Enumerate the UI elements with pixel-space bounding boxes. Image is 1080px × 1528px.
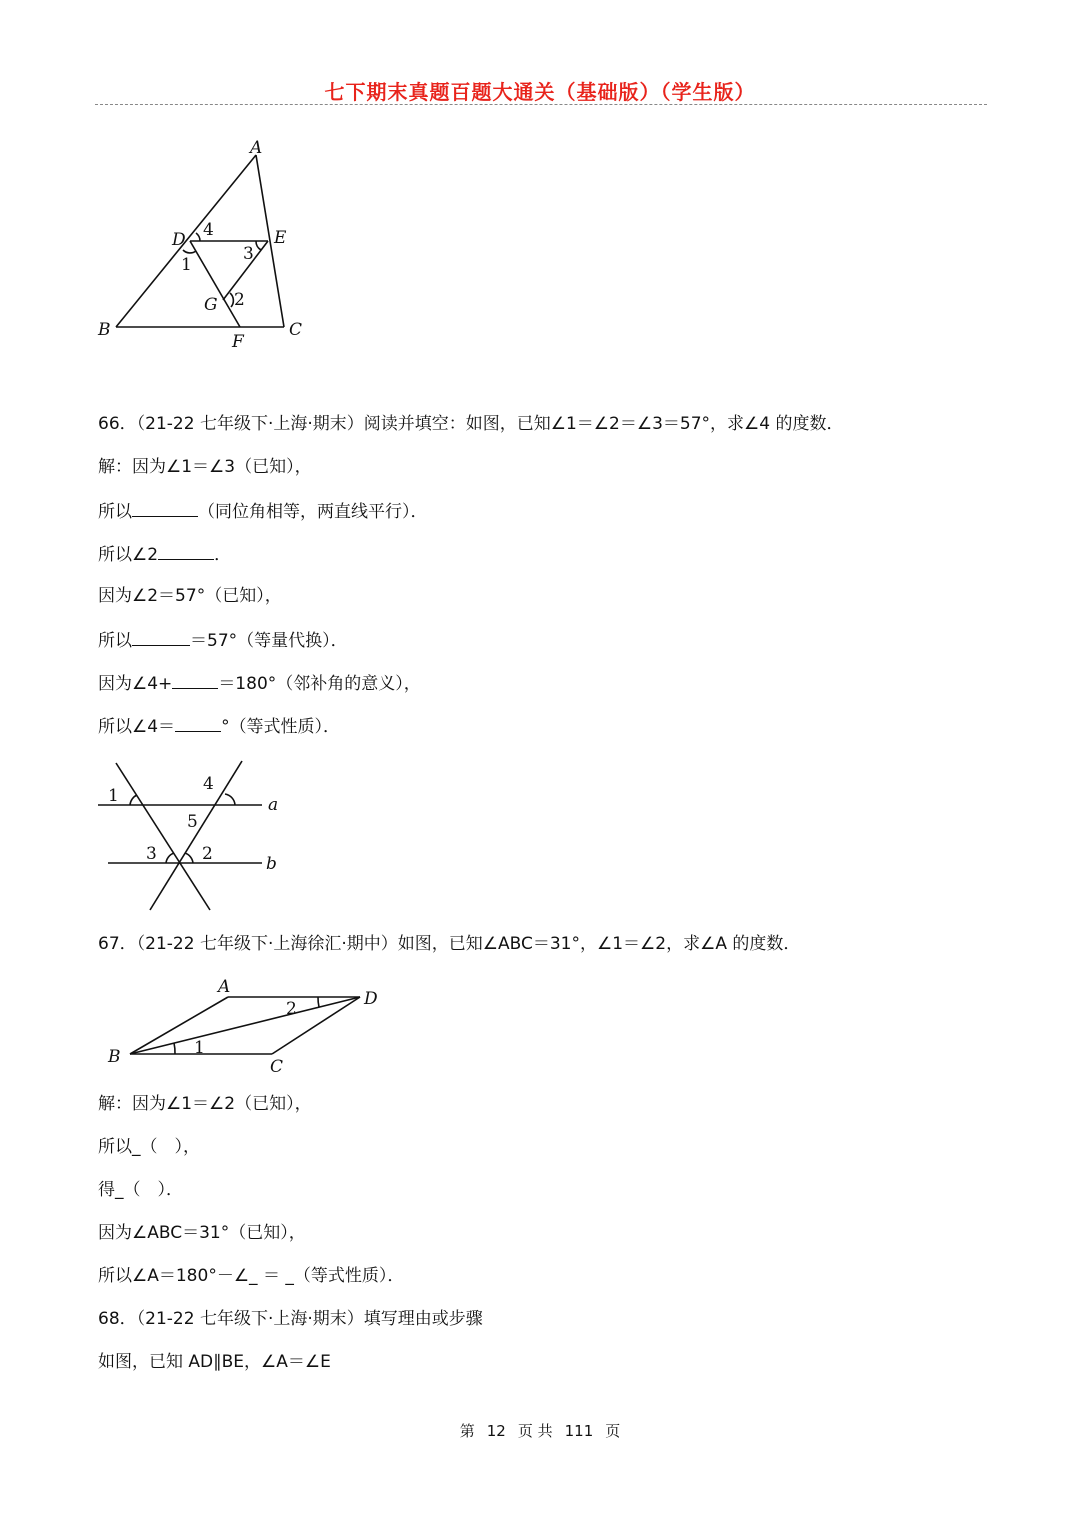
q68-heading [98, 1307, 483, 1331]
q66-step-5-post: ＝57°（等量代换）． [190, 631, 348, 651]
angle-arc-2 [185, 853, 193, 863]
fig2-label-5: 5 [187, 812, 198, 832]
q67-step-4: 因为∠ABC＝31°（已知）， [98, 1223, 306, 1243]
fig1-label-4: 4 [203, 220, 214, 240]
q66-step-6-post: ＝180°（邻补角的意义）， [218, 674, 421, 694]
fig3-label-b: B [108, 1047, 121, 1067]
q66-step-4: 因为∠2＝57°（已知）， [98, 586, 282, 606]
q68-text: 填写理由或步骤 [363, 1309, 483, 1329]
q66-step-3-post: ． [214, 545, 232, 565]
q66-blank-2[interactable] [158, 541, 214, 560]
fig2-label-a: a [268, 795, 279, 815]
q67-step-3[interactable]: 得_（ ）． [98, 1180, 183, 1200]
q67-text: 如图，已知∠ABC＝31°，∠1＝∠2，求∠A 的度数． [397, 934, 801, 954]
q66-blank-4[interactable] [172, 670, 218, 689]
figure-triangle [90, 135, 330, 360]
fig1-label-2: 2 [234, 290, 245, 310]
angle-arc-1 [174, 1043, 175, 1054]
fig1-label-c: C [289, 320, 303, 340]
segment-ab [130, 997, 228, 1054]
header-divider [95, 104, 987, 105]
fig2-label-b: b [266, 854, 277, 874]
fig3-label-d: D [364, 989, 378, 1009]
page-footer [0, 1420, 1080, 1441]
figure-parallel-lines [90, 755, 300, 915]
q66-source: （21-22 七年级下·上海·期末） [136, 414, 364, 434]
footer-page-number: 12 [486, 1422, 506, 1440]
q66-step-7 [98, 713, 340, 739]
fig2-label-4: 4 [203, 774, 214, 794]
fig1-label-e: E [274, 228, 287, 248]
fig1-label-d: D [172, 230, 186, 250]
q67-step-2[interactable]: 所以_（ ）， [98, 1137, 200, 1157]
figure-quadrilateral [100, 972, 400, 1077]
fig3-label-1: 1 [194, 1038, 205, 1058]
q66-blank-3[interactable] [132, 627, 190, 646]
q68-source: （21-22 七年级下·上海·期末） [136, 1309, 364, 1329]
segment-bd [130, 997, 360, 1054]
footer-pre: 第 [459, 1422, 475, 1440]
fig1-label-1: 1 [181, 255, 192, 275]
angle-arc-1 [183, 250, 196, 253]
q66-step-3-pre: 所以∠2 [98, 545, 159, 565]
fig1-label-b: B [98, 320, 111, 340]
q66-step-7-post: °（等式性质）． [221, 717, 341, 737]
q66-text: 阅读并填空：如图，已知∠1＝∠2＝∠3＝57°，求∠4 的度数． [363, 414, 844, 434]
angle-arc-4 [196, 233, 200, 241]
q67-step-5[interactable]: 所以∠A＝180°－∠_ ＝ _（等式性质）． [98, 1266, 405, 1286]
header-title: 七下期末真题百题大通关（基础版）（学生版） [324, 80, 756, 104]
q66-step-2 [98, 498, 428, 524]
footer-mid: 页 共 [517, 1422, 553, 1440]
q67-heading [98, 932, 800, 956]
fig3-label-c: C [270, 1057, 284, 1077]
q66-step-3 [98, 541, 231, 567]
q66-number: 66． [98, 414, 137, 434]
q66-heading [98, 412, 844, 436]
fig2-label-3: 3 [146, 844, 157, 864]
fig3-label-a: A [218, 977, 231, 997]
q68-number: 68． [98, 1309, 137, 1329]
angle-arc-2 [230, 293, 233, 307]
q66-step-5 [98, 627, 348, 653]
q67-source: （21-22 七年级下·上海徐汇·期中） [136, 934, 398, 954]
footer-post: 页 [605, 1422, 621, 1440]
fig3-label-2: 2 [286, 999, 297, 1019]
fig1-label-f: F [232, 332, 244, 352]
q67-number: 67． [98, 934, 137, 954]
q66-step-6 [98, 670, 421, 696]
fig1-label-a: A [250, 138, 263, 158]
angle-arc-3 [256, 241, 261, 250]
q66-step-1: 解：因为∠1＝∠3（已知）， [98, 457, 312, 477]
q66-blank-5[interactable] [175, 713, 221, 732]
fig2-label-2: 2 [202, 844, 213, 864]
fig1-label-g: G [204, 295, 218, 315]
q66-step-2-post: （同位角相等，两直线平行）． [198, 502, 428, 522]
q66-step-2-pre: 所以 [98, 502, 132, 522]
fig2-label-1: 1 [108, 786, 119, 806]
q66-step-6-pre: 因为∠4+ [98, 674, 173, 694]
q66-step-7-pre: 所以∠4＝ [98, 717, 176, 737]
angle-arc-1 [130, 795, 137, 805]
q66-blank-1[interactable] [132, 498, 198, 517]
footer-total-pages: 111 [564, 1422, 594, 1440]
angle-arc-4 [225, 794, 235, 805]
angle-arc-2 [318, 997, 319, 1007]
fig1-label-3: 3 [243, 244, 254, 264]
q66-step-5-pre: 所以 [98, 631, 132, 651]
q68-given: 如图，已知 AD∥BE，∠A＝∠E [98, 1352, 331, 1372]
q67-step-1: 解：因为∠1＝∠2（已知）， [98, 1094, 312, 1114]
angle-arc-3 [166, 853, 174, 863]
